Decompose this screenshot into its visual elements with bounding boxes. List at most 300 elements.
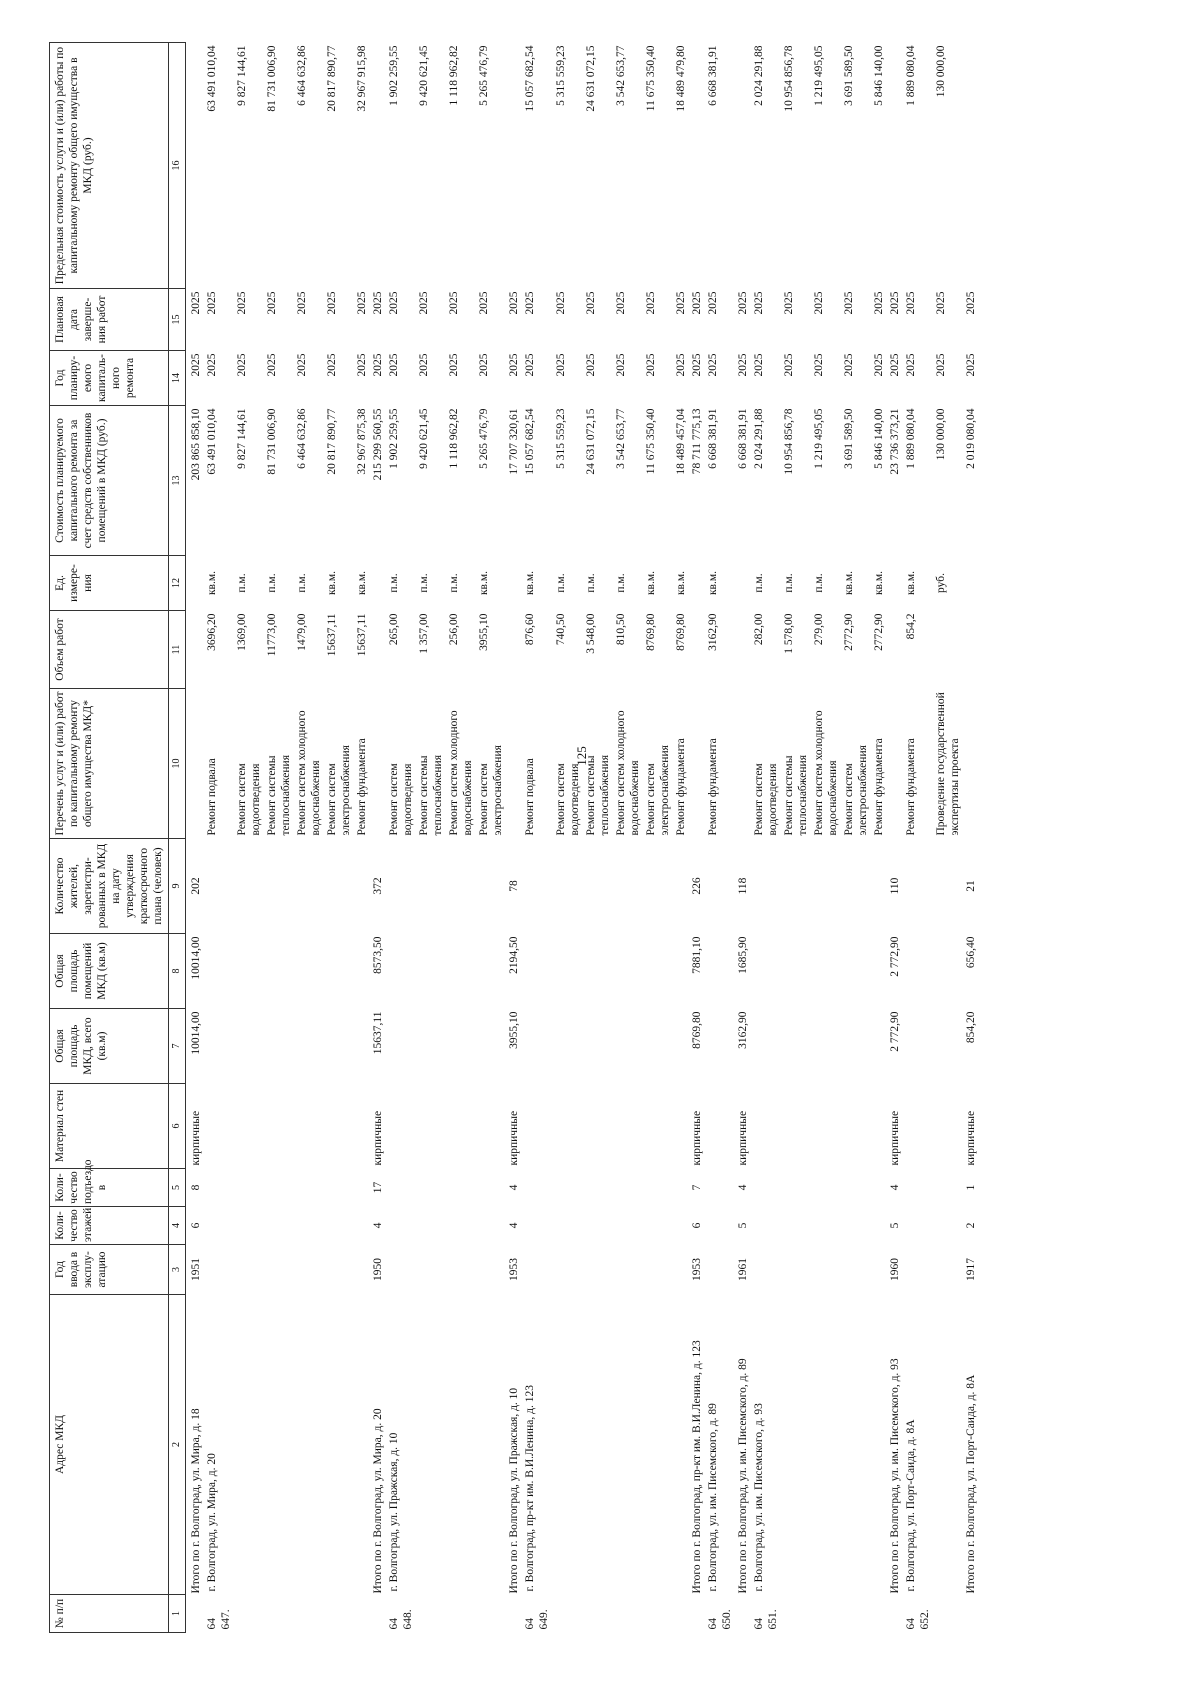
table-cell xyxy=(446,1169,476,1207)
table-cell: 2025 xyxy=(266,353,279,377)
table-cell xyxy=(781,839,811,934)
table-cell xyxy=(643,1169,673,1207)
table-cell: 282,00 xyxy=(752,613,765,646)
table-cell xyxy=(673,1295,689,1595)
table-cell: 4 xyxy=(508,1222,521,1229)
table-cell: 2025 xyxy=(614,353,627,377)
table-row xyxy=(294,43,324,1633)
table-cell: 1960 xyxy=(888,1258,901,1281)
column-header: Материал стен xyxy=(50,1084,169,1169)
table-cell xyxy=(553,1245,583,1295)
table-cell: Ремонт подвала xyxy=(524,758,537,836)
table-cell xyxy=(673,1245,689,1295)
table-cell: 5 846 140,00 xyxy=(872,45,885,106)
total-row xyxy=(887,43,903,1633)
table-cell: п.м. xyxy=(236,573,249,593)
table-cell xyxy=(583,934,613,1009)
table-cell xyxy=(204,1009,234,1084)
table-cell: кв.м. xyxy=(872,570,885,596)
table-cell xyxy=(903,1084,933,1169)
table-cell xyxy=(386,1009,416,1084)
column-number: 1 xyxy=(169,1595,186,1633)
table-cell: 3 691 589,50 xyxy=(842,45,855,106)
table-cell xyxy=(553,1084,583,1169)
table-cell: п.м. xyxy=(584,573,597,593)
table-cell xyxy=(689,1595,705,1633)
column-header: Коли-чество этажей xyxy=(50,1207,169,1245)
table-cell xyxy=(294,934,324,1009)
table-cell xyxy=(476,934,506,1009)
table-cell: 1961 xyxy=(736,1258,749,1281)
table-cell: 2025 xyxy=(706,353,719,377)
table-cell: 23 736 373,21 xyxy=(888,408,901,475)
column-header: Общая площадь помещений МКД (кв.м) xyxy=(50,934,169,1009)
table-cell: 2025 xyxy=(904,291,917,315)
table-cell xyxy=(186,556,205,611)
table-cell: кирпичные xyxy=(888,1110,901,1166)
table-cell: 740,50 xyxy=(554,613,567,646)
table-cell xyxy=(264,1207,294,1245)
table-cell: 226 xyxy=(690,877,703,895)
table-cell xyxy=(673,1207,689,1245)
table-cell xyxy=(933,611,963,689)
table-cell: 118 xyxy=(736,877,749,895)
table-cell: 2025 xyxy=(690,291,703,315)
table-cell: 2025 xyxy=(812,291,825,315)
table-cell: 18 489 457,04 xyxy=(674,408,687,475)
table-cell xyxy=(522,934,552,1009)
table-cell: г. Волгоград, ул. им. Писемского, д. 93 xyxy=(752,1403,765,1592)
table-cell: 8769,80 xyxy=(674,613,687,651)
table-cell xyxy=(294,1207,324,1245)
table-cell: п.м. xyxy=(296,573,309,593)
table-cell: 4 xyxy=(888,1184,901,1191)
table-cell: 2025 xyxy=(266,291,279,315)
table-cell xyxy=(553,934,583,1009)
table-cell: 78 711 775,13 xyxy=(690,408,703,475)
table-cell: 2025 xyxy=(674,291,687,315)
table-cell: 15 057 682,54 xyxy=(524,45,537,112)
table-cell: 2 024 291,88 xyxy=(752,45,765,106)
table-cell xyxy=(416,1245,446,1295)
table-cell: 3 548,00 xyxy=(584,613,597,654)
table-cell xyxy=(841,1245,871,1295)
table-cell: 5 846 140,00 xyxy=(872,408,885,469)
table-cell xyxy=(841,1169,871,1207)
table-cell: 2025 xyxy=(236,291,249,315)
table-cell: 2025 xyxy=(736,291,749,315)
table-cell: 2025 xyxy=(418,291,431,315)
table-cell xyxy=(643,1595,673,1633)
column-number: 6 xyxy=(169,1084,186,1169)
table-cell: 2025 xyxy=(584,353,597,377)
table-cell xyxy=(689,689,705,839)
table-cell xyxy=(841,839,871,934)
table-cell xyxy=(446,1595,476,1633)
table-cell: 2025 xyxy=(934,353,947,377)
table-cell xyxy=(446,1009,476,1084)
table-cell xyxy=(446,934,476,1009)
table-cell: Ремонт системы теплоснабжения xyxy=(418,755,445,836)
table-cell: 2 xyxy=(964,1222,977,1229)
table-cell: 6 464 632,86 xyxy=(296,45,309,106)
table-cell: кирпичные xyxy=(372,1110,385,1166)
table-cell xyxy=(476,1245,506,1295)
table-cell xyxy=(583,1207,613,1245)
table-cell: Ремонт систем холодного водоснабжения xyxy=(296,710,323,836)
table-cell: 2025 xyxy=(690,353,703,377)
table-cell: 81 731 006,90 xyxy=(266,45,279,112)
table-row xyxy=(811,43,841,1633)
table-row xyxy=(871,43,887,1633)
table-cell: 1917 xyxy=(964,1258,977,1281)
table-cell xyxy=(324,1084,354,1169)
table-cell xyxy=(476,839,506,934)
table-cell xyxy=(871,1295,887,1595)
table-cell: Ремонт систем водоотведения xyxy=(752,763,779,836)
table-cell: 2025 xyxy=(644,353,657,377)
table-cell xyxy=(689,556,705,611)
table-cell: 20 817 890,77 xyxy=(326,408,339,475)
table-cell: Итого по г. Волгоград, ул. Пражская, д. 10 xyxy=(508,1387,521,1594)
table-cell: 1369,00 xyxy=(236,613,249,651)
table-cell xyxy=(324,839,354,934)
column-number: 2 xyxy=(169,1295,186,1595)
table-cell: 1685,90 xyxy=(736,936,749,974)
table-row xyxy=(583,43,613,1633)
table-cell xyxy=(933,934,963,1009)
table-cell xyxy=(354,1595,370,1633)
table-cell xyxy=(416,839,446,934)
table-cell xyxy=(735,689,751,839)
table-cell: Ремонт систем холодного водоснабжения xyxy=(812,710,839,836)
table-cell: 130 000,00 xyxy=(934,408,947,461)
table-cell xyxy=(294,1595,324,1633)
table-cell xyxy=(643,1295,673,1595)
table-cell: 2025 xyxy=(448,291,461,315)
table-cell: кв.м. xyxy=(478,570,491,596)
table-cell xyxy=(705,934,735,1009)
table-cell: Ремонт системы теплоснабжения xyxy=(584,755,611,836)
table-cell: 7 xyxy=(690,1184,703,1191)
table-cell: 2025 xyxy=(356,353,369,377)
table-cell: п.м. xyxy=(554,573,567,593)
table-cell: 4 xyxy=(508,1184,521,1191)
table-cell: 1953 xyxy=(690,1258,703,1281)
table-cell: 2025 xyxy=(418,353,431,377)
column-header: Объем работ xyxy=(50,611,169,689)
table-cell xyxy=(264,1084,294,1169)
table-cell: 64 648. xyxy=(388,1609,415,1630)
table-cell xyxy=(234,1245,264,1295)
table-cell xyxy=(705,1245,735,1295)
table-cell xyxy=(963,1595,979,1633)
column-number: 10 xyxy=(169,689,186,839)
table-cell xyxy=(522,1009,552,1084)
table-cell: 2772,90 xyxy=(842,613,855,651)
table-cell xyxy=(735,1595,751,1633)
table-cell: 6 xyxy=(190,1222,203,1229)
table-cell: Ремонт систем водоотведения xyxy=(236,763,263,836)
table-cell xyxy=(553,1595,583,1633)
table-cell: 215 299 560,55 xyxy=(372,408,385,481)
table-cell: Итого по г. Волгоград, ул. Мира, д. 20 xyxy=(372,1408,385,1594)
table-cell xyxy=(781,1245,811,1295)
table-cell xyxy=(354,1245,370,1295)
table-cell: 854,20 xyxy=(964,1011,977,1044)
table-cell: 2025 xyxy=(554,291,567,315)
table-cell: 2025 xyxy=(388,291,401,315)
table-cell xyxy=(522,1169,552,1207)
table-cell xyxy=(186,1595,205,1633)
table-cell xyxy=(811,934,841,1009)
table-cell xyxy=(613,934,643,1009)
table-cell xyxy=(841,1009,871,1084)
table-cell xyxy=(963,43,979,289)
table-cell: 2025 xyxy=(752,291,765,315)
table-cell: кирпичные xyxy=(190,1110,203,1166)
table-cell xyxy=(933,839,963,934)
table-cell: г. Волгоград, ул. Порт-Саида, д. 8А xyxy=(904,1419,917,1592)
table-cell xyxy=(583,1295,613,1595)
table-cell xyxy=(553,1295,583,1595)
table-cell: 9 420 621,45 xyxy=(418,45,431,106)
table-cell: Ремонт системы теплоснабжения xyxy=(782,755,809,836)
column-header: Год планиру-емого капиталь-ного ремонта xyxy=(50,351,169,406)
table-cell: кирпичные xyxy=(690,1110,703,1166)
table-cell: 2 019 080,04 xyxy=(964,408,977,469)
table-cell: 24 631 072,15 xyxy=(584,408,597,475)
table-cell xyxy=(963,556,979,611)
table-cell xyxy=(751,1207,781,1245)
table-cell xyxy=(476,1084,506,1169)
header-row xyxy=(50,43,169,1633)
table-cell xyxy=(264,839,294,934)
table-cell xyxy=(416,1009,446,1084)
table-cell xyxy=(811,1009,841,1084)
table-cell: кв.м. xyxy=(326,570,339,596)
table-cell xyxy=(673,839,689,934)
table-cell: Итого по г. Волгоград, ул. Порт-Саида, д. 8А xyxy=(964,1374,977,1594)
table-cell xyxy=(416,1207,446,1245)
table-cell xyxy=(386,1245,416,1295)
table-cell xyxy=(613,1009,643,1084)
table-cell xyxy=(354,1009,370,1084)
table-cell: 2 772,90 xyxy=(888,1011,901,1052)
table-row xyxy=(613,43,643,1633)
table-cell xyxy=(370,1595,386,1633)
table-cell: 2025 xyxy=(888,291,901,315)
column-header: Плановая дата заверше-ния работ xyxy=(50,289,169,351)
table-cell xyxy=(324,1009,354,1084)
table-cell xyxy=(705,1169,735,1207)
table-cell xyxy=(781,1595,811,1633)
table-cell: кв.м. xyxy=(904,570,917,596)
table-cell: Итого по г. Волгоград, ул. Мира, д. 18 xyxy=(190,1408,203,1594)
table-cell: 2025 xyxy=(934,291,947,315)
table-cell: 2025 xyxy=(842,291,855,315)
table-cell xyxy=(781,934,811,1009)
table-row xyxy=(673,43,689,1633)
table-cell: 1 902 259,55 xyxy=(388,45,401,106)
table-cell xyxy=(476,1009,506,1084)
table-cell: п.м. xyxy=(812,573,825,593)
table-cell: 18 489 479,80 xyxy=(674,45,687,112)
table-cell: Ремонт подвала xyxy=(206,758,219,836)
table-cell: 5 265 476,79 xyxy=(478,45,491,106)
table-cell xyxy=(370,689,386,839)
table-cell: кирпичные xyxy=(736,1110,749,1166)
total-row xyxy=(963,43,979,1633)
column-header: Количество жителей, зарегистри-рованных в МКД на дату утверждения краткосрочного плана (человек) xyxy=(50,839,169,934)
table-cell xyxy=(324,1245,354,1295)
table-cell: 15 057 682,54 xyxy=(524,408,537,475)
table-cell xyxy=(583,1009,613,1084)
table-cell xyxy=(583,1169,613,1207)
table-row xyxy=(553,43,583,1633)
table-cell: 81 731 006,90 xyxy=(266,408,279,475)
table-cell: 130 000,00 xyxy=(934,45,947,98)
table-cell: 11 675 350,40 xyxy=(644,408,657,475)
table-cell: кирпичные xyxy=(964,1110,977,1166)
table-cell xyxy=(871,1169,887,1207)
table-cell xyxy=(324,1169,354,1207)
table-cell xyxy=(476,1207,506,1245)
table-cell xyxy=(522,1207,552,1245)
table-cell: п.м. xyxy=(752,573,765,593)
table-cell: 2025 xyxy=(782,291,795,315)
table-cell: 3162,90 xyxy=(706,613,719,651)
table-cell: 11773,00 xyxy=(266,613,279,657)
table-row xyxy=(204,43,234,1633)
table-cell xyxy=(933,1595,963,1633)
table-cell xyxy=(705,1084,735,1169)
table-cell xyxy=(264,1295,294,1595)
table-cell: 64 651. xyxy=(752,1609,779,1630)
table-cell xyxy=(689,611,705,689)
capital-repair-register-table xyxy=(49,42,979,1633)
table-cell xyxy=(583,1595,613,1633)
table-cell xyxy=(887,43,903,289)
table-cell xyxy=(643,934,673,1009)
table-cell xyxy=(583,1084,613,1169)
table-cell xyxy=(476,1595,506,1633)
table-cell: 2025 xyxy=(964,353,977,377)
table-cell xyxy=(705,1207,735,1245)
table-cell xyxy=(294,1169,324,1207)
table-cell: 1953 xyxy=(508,1258,521,1281)
table-cell: п.м. xyxy=(448,573,461,593)
table-cell: Ремонт систем электроснабжения xyxy=(644,745,671,836)
table-cell: 17 707 320,61 xyxy=(508,408,521,475)
table-cell: руб. xyxy=(934,573,947,593)
column-header: Адрес МКД xyxy=(50,1295,169,1595)
table-cell xyxy=(643,839,673,934)
table-cell xyxy=(522,839,552,934)
table-cell xyxy=(583,1245,613,1295)
table-cell: 2025 xyxy=(842,353,855,377)
table-cell: 11 675 350,40 xyxy=(644,45,657,112)
table-cell: 64 649. xyxy=(524,1609,551,1630)
column-number: 11 xyxy=(169,611,186,689)
table-cell: 1 219 495,05 xyxy=(812,408,825,469)
table-cell xyxy=(324,1207,354,1245)
table-cell: 3 542 653,77 xyxy=(614,408,627,469)
table-cell: 110 xyxy=(888,877,901,895)
table-cell: 372 xyxy=(372,877,385,895)
table-cell xyxy=(903,839,933,934)
table-cell xyxy=(186,689,205,839)
table-cell xyxy=(294,1009,324,1084)
table-cell xyxy=(446,1207,476,1245)
table-cell xyxy=(643,1207,673,1245)
table-cell xyxy=(751,1169,781,1207)
table-cell xyxy=(841,1595,871,1633)
table-cell xyxy=(324,1295,354,1595)
column-number: 9 xyxy=(169,839,186,934)
table-cell: 15637,11 xyxy=(372,1011,385,1055)
table-cell xyxy=(871,1009,887,1084)
table-cell: 2025 xyxy=(372,291,385,315)
column-header: Год ввода в эксплу-атацию xyxy=(50,1245,169,1295)
table-cell: г. Волгоград, ул. им. Писемского, д. 89 xyxy=(706,1403,719,1592)
table-cell xyxy=(643,1084,673,1169)
table-cell: 2025 xyxy=(554,353,567,377)
table-cell xyxy=(476,1169,506,1207)
table-cell xyxy=(553,1169,583,1207)
table-cell xyxy=(871,1245,887,1295)
table-cell: 64 652. xyxy=(904,1609,931,1630)
table-cell xyxy=(781,1295,811,1595)
table-cell: 10 954 856,78 xyxy=(782,408,795,475)
table-cell xyxy=(446,1084,476,1169)
table-cell: п.м. xyxy=(782,573,795,593)
total-row xyxy=(506,43,522,1633)
table-cell xyxy=(583,839,613,934)
table-cell: 2025 xyxy=(296,353,309,377)
column-number: 13 xyxy=(169,406,186,556)
table-cell xyxy=(506,1595,522,1633)
table-cell: Ремонт систем холодного водоснабжения xyxy=(614,710,641,836)
table-cell xyxy=(673,1084,689,1169)
table-cell xyxy=(476,1295,506,1595)
table-cell: 2025 xyxy=(190,353,203,377)
table-cell xyxy=(370,43,386,289)
table-cell xyxy=(673,1169,689,1207)
table-cell: Ремонт систем водоотведения xyxy=(554,763,581,836)
table-cell: 2025 xyxy=(812,353,825,377)
table-row xyxy=(751,43,781,1633)
table-cell: 6 xyxy=(690,1222,703,1229)
table-cell xyxy=(386,1169,416,1207)
table-cell: 2025 xyxy=(674,353,687,377)
total-row xyxy=(689,43,705,1633)
table-cell xyxy=(781,1009,811,1084)
table-cell xyxy=(751,1009,781,1084)
table-cell xyxy=(903,1169,933,1207)
table-cell: 8573,50 xyxy=(372,936,385,974)
table-cell: Ремонт систем электроснабжения xyxy=(326,745,353,836)
table-cell: 1 357,00 xyxy=(418,613,431,654)
table-cell: 1 902 259,55 xyxy=(388,408,401,469)
table-row xyxy=(522,43,552,1633)
table-cell: 2025 xyxy=(356,291,369,315)
table-cell xyxy=(370,556,386,611)
table-cell xyxy=(673,934,689,1009)
table-cell xyxy=(871,1207,887,1245)
table-cell xyxy=(903,934,933,1009)
total-row xyxy=(370,43,386,1633)
